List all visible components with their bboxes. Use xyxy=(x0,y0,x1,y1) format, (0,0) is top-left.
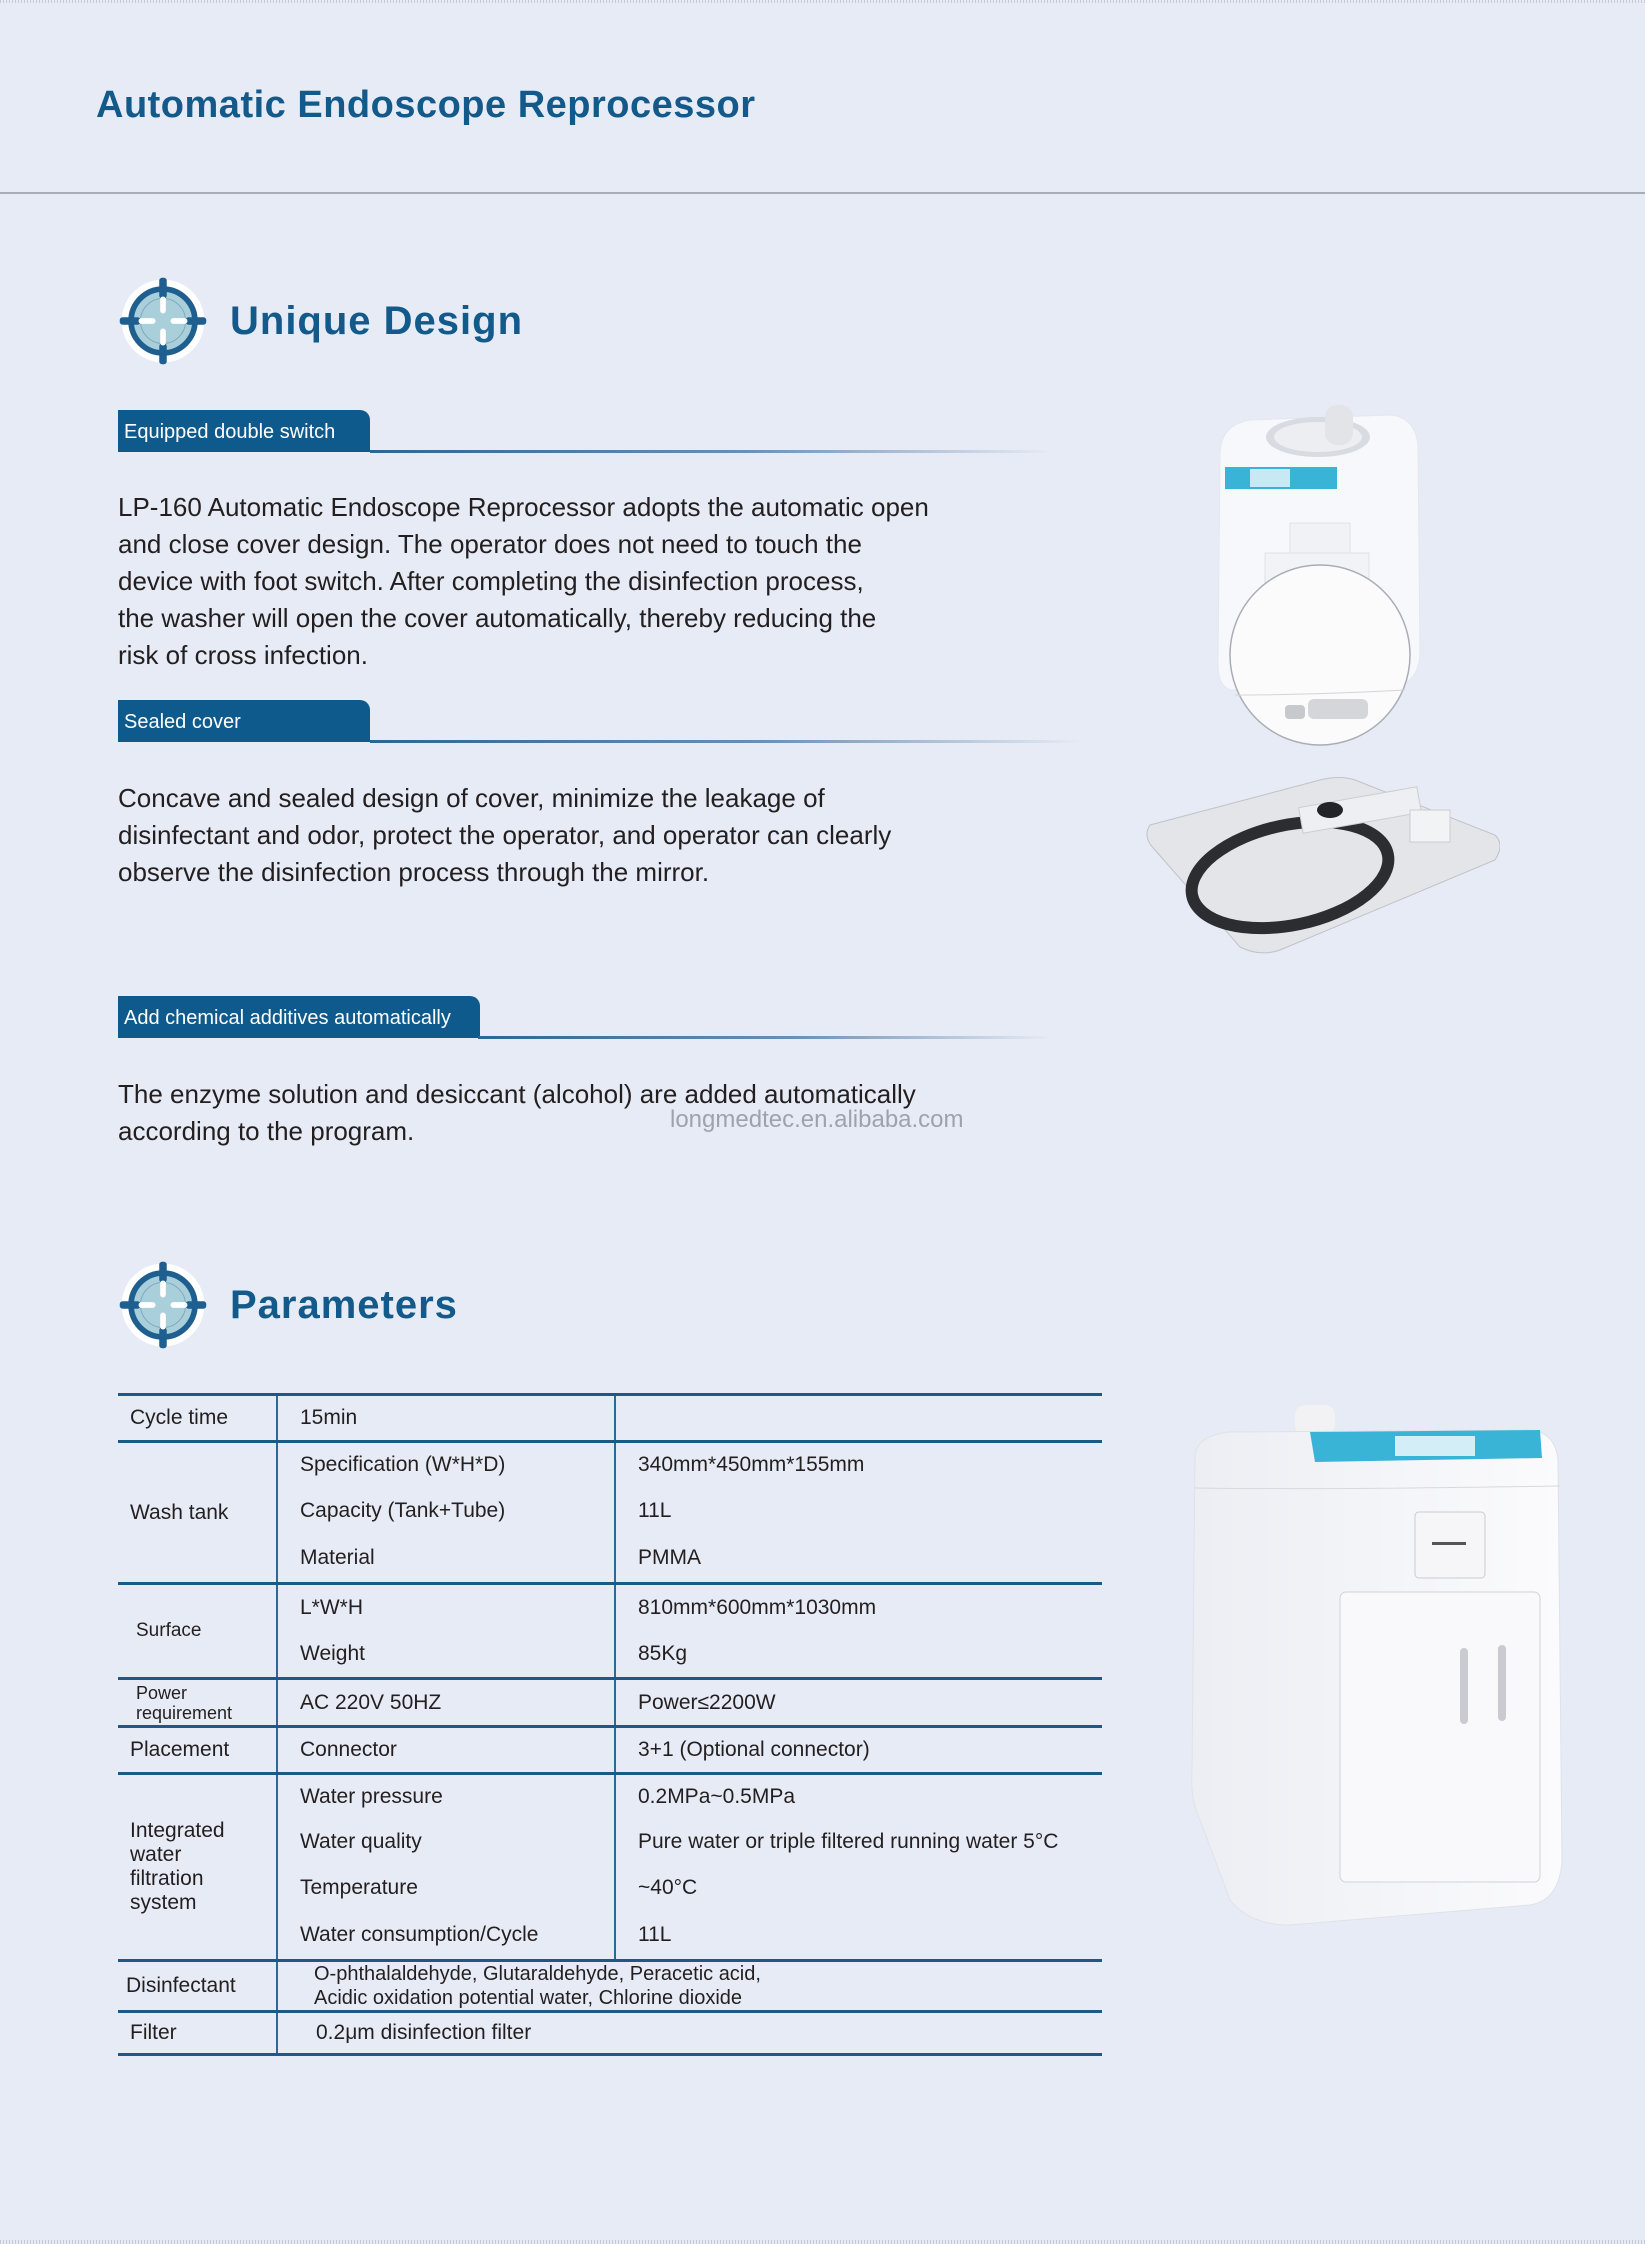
param-value: PMMA xyxy=(638,1545,701,1569)
param-value: Power≤2200W xyxy=(638,1690,776,1714)
param-name: Weight xyxy=(277,1631,615,1679)
param-group: Disinfectant xyxy=(118,1961,277,2012)
table-row xyxy=(118,1727,1102,1774)
param-value: 0.2μm disinfection filter xyxy=(316,2021,532,2044)
param-name: Connector xyxy=(277,1727,615,1774)
param-value: 340mm*450mm*155mm xyxy=(638,1453,865,1477)
feature-divider xyxy=(370,450,1050,453)
top-border xyxy=(0,0,1645,3)
param-name: Water pressure xyxy=(277,1774,615,1820)
target-crosshair-icon xyxy=(116,1258,210,1352)
param-name: Capacity (Tank+Tube) xyxy=(277,1488,615,1534)
table-row xyxy=(118,2012,1102,2055)
param-group: Filter xyxy=(118,2012,277,2055)
section-header-unique-design xyxy=(116,274,523,368)
feature-tab-chemical-additives: Add chemical additives automatically xyxy=(118,996,480,1038)
page-title: Automatic Endoscope Reprocessor xyxy=(96,84,756,126)
feature-text-double-switch: LP-160 Automatic Endoscope Reprocessor adopts the automatic open and close cover design. The operator does not need to touch the device with foot switch. After completing the disinfection process, the washer will open the cover automatically, thereby reducing the risk of cross infection. xyxy=(118,492,929,670)
param-name: AC 220V 50HZ xyxy=(277,1679,615,1727)
feature-divider xyxy=(478,1036,1050,1039)
param-value: 11L xyxy=(638,1498,672,1522)
param-name: Material xyxy=(277,1534,615,1584)
param-group: Wash tank xyxy=(118,1442,277,1584)
reprocessor-foot-switch-image xyxy=(1190,395,1430,755)
header-divider xyxy=(0,192,1645,194)
param-value: 11L xyxy=(638,1922,672,1946)
section-title: Parameters xyxy=(230,1282,458,1327)
param-value: O-phthalaldehyde, Glutaraldehyde, Peracetic acid, Acidic oxidation potential water, Chlorine dioxide xyxy=(314,1963,761,2009)
param-name: 15min xyxy=(277,1395,615,1442)
parameters-table xyxy=(118,1393,1102,2056)
param-value: Pure water or triple filtered running water 5°C xyxy=(638,1830,1059,1853)
param-name: Water consumption/Cycle xyxy=(277,1911,615,1961)
param-name: Specification (W*H*D) xyxy=(277,1442,615,1488)
section-header-parameters xyxy=(116,1258,458,1352)
section-title: Unique Design xyxy=(230,298,524,343)
table-row xyxy=(118,1774,1102,1820)
table-row xyxy=(118,1584,1102,1631)
param-name: Temperature xyxy=(277,1865,615,1911)
param-group: Integrated water filtration system xyxy=(118,1774,277,1961)
table-row xyxy=(118,1442,1102,1488)
param-group: Cycle time xyxy=(118,1395,277,1442)
param-group: Power requirement xyxy=(118,1679,277,1727)
feature-tab-double-switch: Equipped double switch xyxy=(118,410,370,452)
param-group: Placement xyxy=(118,1727,277,1774)
table-row xyxy=(118,1395,1102,1442)
table-row xyxy=(118,1961,1102,2012)
bottom-border xyxy=(0,2240,1645,2244)
feature-text-sealed-cover: Concave and sealed design of cover, minimize the leakage of disinfectant and odor, protect the operator, and operator can clearly observe the disinfection process through the mirror. xyxy=(118,783,892,887)
sealed-cover-tray-image xyxy=(1140,765,1500,960)
param-name: L*W*H xyxy=(277,1584,615,1631)
table-row xyxy=(118,1679,1102,1727)
param-value: 3+1 (Optional connector) xyxy=(638,1738,870,1761)
param-value xyxy=(615,1395,1102,1442)
param-value: ~40°C xyxy=(638,1875,698,1899)
target-crosshair-icon xyxy=(116,274,210,368)
param-value: 85Kg xyxy=(638,1641,688,1665)
watermark: longmedtec.en.alibaba.com xyxy=(670,1106,964,1133)
feature-divider xyxy=(370,740,1080,743)
param-value: 810mm*600mm*1030mm xyxy=(638,1595,877,1619)
param-value: 0.2MPa~0.5MPa xyxy=(638,1785,796,1809)
param-name: Water quality xyxy=(277,1820,615,1865)
feature-text-chemical-additives: The enzyme solution and desiccant (alcohol) are added automatically according to the program. xyxy=(118,1079,916,1146)
reprocessor-product-image xyxy=(1170,1400,1570,1950)
feature-tab-sealed-cover: Sealed cover xyxy=(118,700,370,742)
param-group: Surface xyxy=(118,1584,277,1679)
